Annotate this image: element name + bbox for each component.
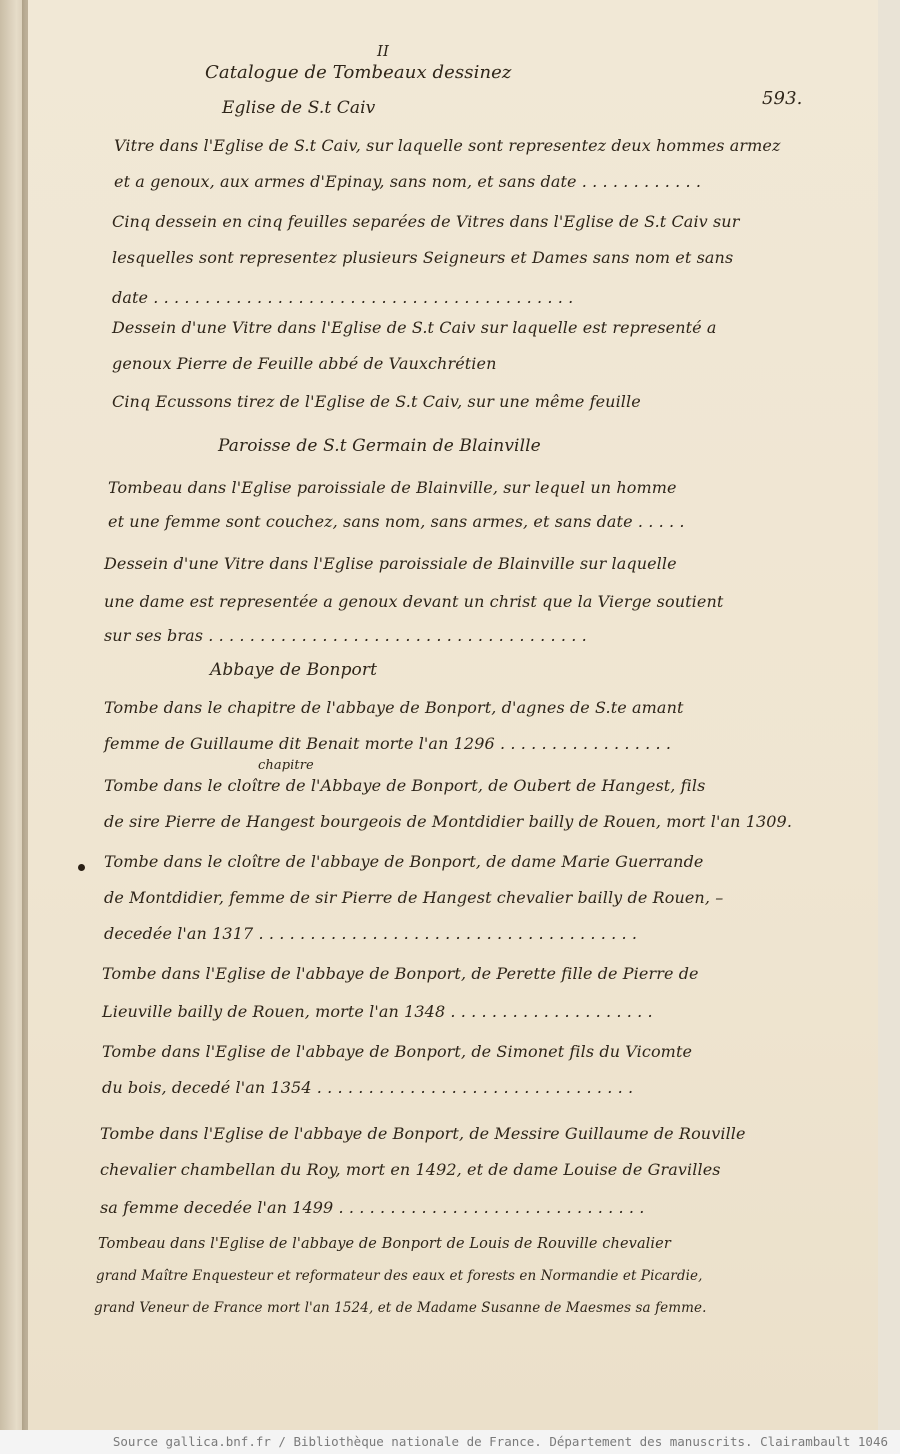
entry-line: Tombeau dans l'Eglise paroissiale de Blainville, sur lequel un homme (108, 478, 677, 497)
roman-numeral: II (377, 42, 390, 60)
entry-line: Tombe dans l'Eglise de l'abbaye de Bonport, de Perette fille de Pierre de (102, 964, 699, 983)
entry-line: Tombe dans le chapitre de l'abbaye de Bonport, d'agnes de S.te amant (104, 698, 684, 717)
margin-ink-dot (78, 864, 85, 871)
entry-line: chevalier chambellan du Roy, mort en 1492, et de dame Louise de Gravilles (100, 1160, 721, 1179)
source-credit: Source gallica.bnf.fr / Bibliothèque nationale de France. Département des manuscrits. Clairambault 1046 (0, 1430, 900, 1454)
entry-line: du bois, decedé l'an 1354 . . . . . . . . . . . . . . . . . . . . . . . . . . . . . . . (102, 1078, 634, 1097)
section-heading: Abbaye de Bonport (210, 660, 378, 680)
folio-number: 593. (762, 88, 803, 109)
section-heading: Eglise de S.t Caiv (222, 98, 376, 118)
entry-line: Tombe dans l'Eglise de l'abbaye de Bonport, de Simonet fils du Vicomte (102, 1042, 693, 1061)
entry-line: Vitre dans l'Eglise de S.t Caiv, sur laquelle sont representez deux hommes armez (114, 136, 781, 155)
entry-line: de Montdidier, femme de sir Pierre de Hangest chevalier bailly de Rouen, – (104, 888, 724, 907)
entry-line: Dessein d'une Vitre dans l'Eglise de S.t Caiv sur laquelle est representé a (112, 318, 717, 337)
entry-line: sa femme decedée l'an 1499 . . . . . . . . . . . . . . . . . . . . . . . . . . . . . . (100, 1198, 645, 1217)
page-title: Catalogue de Tombeaux dessinez (205, 62, 512, 83)
entry-line: decedée l'an 1317 . . . . . . . . . . . . . . . . . . . . . . . . . . . . . . . . . . . . . (104, 924, 638, 943)
entry-line: lesquelles sont representez plusieurs Seigneurs et Dames sans nom et sans (112, 248, 734, 267)
entry-line: date . . . . . . . . . . . . . . . . . . . . . . . . . . . . . . . . . . . . . . . . . (112, 288, 574, 307)
entry-line: et a genoux, aux armes d'Epinay, sans nom, et sans date . . . . . . . . . . . . (114, 172, 702, 191)
entry-line: genoux Pierre de Feuille abbé de Vauxchrétien (112, 354, 497, 373)
entry-line: et une femme sont couchez, sans nom, sans armes, et sans date . . . . . (108, 512, 685, 531)
entry-line: Cinq Ecussons tirez de l'Eglise de S.t Caiv, sur une même feuille (112, 392, 641, 411)
page-right-margin (878, 0, 900, 1430)
entry-line: Tombeau dans l'Eglise de l'abbaye de Bonport de Louis de Rouville chevalier (98, 1236, 671, 1252)
entry-line: Cinq dessein en cinq feuilles separées de Vitres dans l'Eglise de S.t Caiv sur (112, 212, 740, 231)
entry-line: de sire Pierre de Hangest bourgeois de Montdidier bailly de Rouen, mort l'an 1309. (104, 812, 793, 831)
entry-line: Tombe dans le cloître de l'abbaye de Bonport, de dame Marie Guerrande (104, 852, 704, 871)
entry-line: Tombe dans l'Eglise de l'abbaye de Bonport, de Messire Guillaume de Rouville (100, 1124, 746, 1143)
entry-line: Tombe dans le cloître de l'Abbaye de Bonport, de Oubert de Hangest, fils (104, 776, 706, 795)
entry-line: femme de Guillaume dit Benait morte l'an 1296 . . . . . . . . . . . . . . . . . (104, 734, 672, 753)
entry-line: Dessein d'une Vitre dans l'Eglise paroissiale de Blainville sur laquelle (104, 554, 677, 573)
entry-line: grand Maître Enquesteur et reformateur des eaux et forests en Normandie et Picardie, (96, 1268, 703, 1284)
entry-line: une dame est representée a genoux devant un christ que la Vierge soutient (104, 592, 724, 611)
entry-line: sur ses bras . . . . . . . . . . . . . . . . . . . . . . . . . . . . . . . . . . . . . (104, 626, 587, 645)
interlinear-correction: chapitre (258, 758, 314, 773)
section-heading: Paroisse de S.t Germain de Blainville (218, 436, 541, 456)
entry-line: Lieuville bailly de Rouen, morte l'an 1348 . . . . . . . . . . . . . . . . . . . . (102, 1002, 653, 1021)
entry-line: grand Veneur de France mort l'an 1524, et de Madame Susanne de Maesmes sa femme. (94, 1300, 707, 1316)
